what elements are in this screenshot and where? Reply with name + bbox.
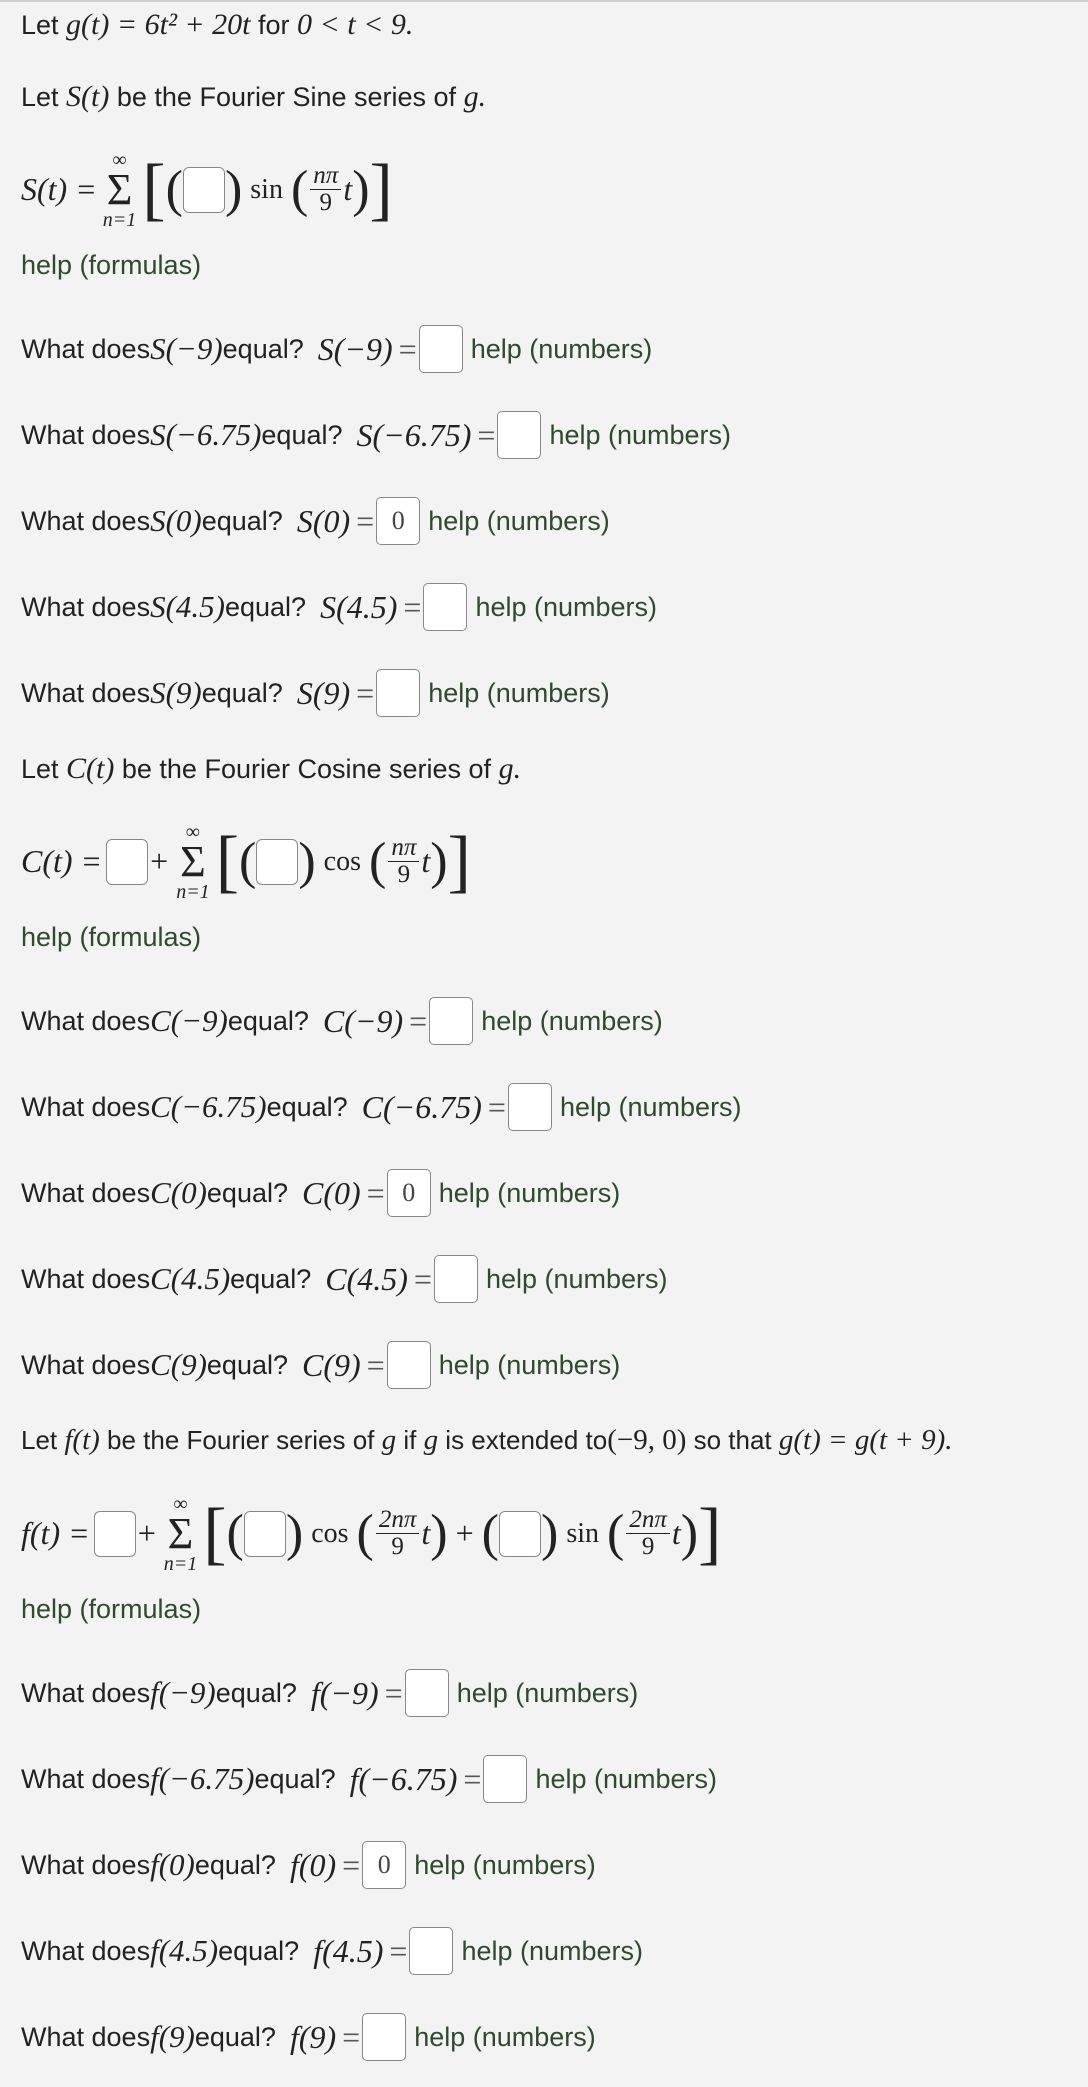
question-expr: f(4.5) bbox=[150, 1933, 219, 1968]
cosine-series-formula: C(t) = + ∞ Σ n=1 [ ( ) cos ( $\frac{n\pi}{9}$ t ) ] bbox=[21, 821, 471, 903]
help-numbers-link[interactable]: help (numbers) bbox=[535, 1763, 718, 1794]
sum-lower: n=1 bbox=[102, 208, 137, 231]
full-intro-if: if bbox=[396, 1425, 424, 1455]
question-text-end: equal? bbox=[201, 505, 283, 536]
equals-sign: = bbox=[366, 1174, 385, 1211]
sine-frac bbox=[310, 163, 341, 217]
question-expr: f(−6.75) bbox=[150, 1761, 255, 1796]
full-help-formulas[interactable] bbox=[21, 1594, 201, 1625]
answer-label: C(4.5) bbox=[325, 1260, 408, 1297]
help-numbers-link[interactable]: help (numbers) bbox=[559, 1091, 742, 1122]
top-border bbox=[0, 0, 1088, 2]
answer-input[interactable]: 0 bbox=[376, 497, 420, 545]
question-row bbox=[21, 495, 610, 547]
frac-den: 9 bbox=[641, 1533, 655, 1561]
question-text: What does bbox=[21, 1091, 151, 1122]
answer-input[interactable]: 0 bbox=[387, 1169, 431, 1217]
answer-input[interactable] bbox=[387, 1341, 431, 1389]
question-text: What does bbox=[21, 1349, 151, 1380]
full-lhs: f(t) = bbox=[21, 1515, 90, 1552]
answer-group bbox=[290, 2013, 596, 2061]
answer-input[interactable] bbox=[405, 1669, 449, 1717]
question-text-end: equal? bbox=[266, 1091, 348, 1122]
help-numbers-link[interactable]: help (numbers) bbox=[428, 677, 610, 708]
question-expr: f(−9) bbox=[150, 1675, 216, 1710]
sine-var: t bbox=[343, 171, 353, 208]
full-series-formula: f(t) = + ∞ Σ n=1 [ ( ) cos ( $\frac{2n\pi}{9}$ t ) + ( ) sin ( $\frac{2n\pi}{9}$ t ) ] bbox=[21, 1493, 722, 1575]
sine-lhs: S(t) = bbox=[21, 171, 97, 208]
answer-input[interactable] bbox=[497, 411, 541, 459]
help-numbers-link[interactable]: help (numbers) bbox=[438, 1177, 621, 1208]
intro-prefix: Let bbox=[21, 10, 67, 40]
cos-a0-input[interactable] bbox=[106, 839, 148, 885]
full-intro bbox=[21, 1424, 953, 1457]
question-text-end: equal? bbox=[215, 1677, 297, 1708]
intro-for: for bbox=[250, 10, 298, 40]
question-expr: S(0) bbox=[150, 503, 202, 538]
cos-var: t bbox=[421, 843, 431, 880]
frac-den: 9 bbox=[319, 189, 333, 217]
question-row bbox=[21, 1339, 620, 1391]
problem-statement bbox=[21, 8, 413, 42]
answer-input[interactable] bbox=[419, 325, 463, 373]
full-frac-2 bbox=[626, 1507, 670, 1561]
answer-label: C(−9) bbox=[322, 1002, 404, 1039]
help-numbers-link[interactable]: help (numbers) bbox=[428, 505, 610, 536]
full-periodic-relation: g(t) = g(t + 9). bbox=[778, 1424, 953, 1456]
equals-sign: = bbox=[356, 502, 375, 539]
help-numbers-link[interactable]: help (numbers) bbox=[438, 1349, 621, 1380]
answer-input[interactable] bbox=[409, 1927, 453, 1975]
question-expr: C(9) bbox=[150, 1347, 207, 1382]
full-var-2: t bbox=[671, 1515, 681, 1552]
question-text: What does bbox=[21, 1005, 151, 1036]
answer-input[interactable] bbox=[508, 1083, 552, 1131]
answer-label: f(9) bbox=[289, 2018, 337, 2055]
sine-bn-input[interactable] bbox=[183, 167, 225, 213]
full-intro-ext: is extended to bbox=[438, 1425, 608, 1455]
full-an-input[interactable] bbox=[244, 1511, 286, 1557]
question-text: What does bbox=[21, 1263, 151, 1294]
answer-group bbox=[297, 669, 610, 717]
equals-sign: = bbox=[413, 1260, 432, 1297]
question-text-end: equal? bbox=[261, 419, 343, 450]
question-text-end: equal? bbox=[230, 1263, 312, 1294]
equals-sign: = bbox=[389, 1932, 408, 1969]
full-interval: (−9, 0) bbox=[607, 1424, 687, 1456]
equals-sign: = bbox=[463, 1760, 482, 1797]
cos-trig: cos bbox=[323, 845, 361, 877]
answer-group bbox=[325, 1255, 667, 1303]
answer-group bbox=[302, 1169, 620, 1217]
question-text-end: equal? bbox=[227, 1005, 309, 1036]
help-numbers-link[interactable]: help (numbers) bbox=[481, 1005, 663, 1036]
full-cos: cos bbox=[311, 1517, 349, 1549]
full-bn-input[interactable] bbox=[499, 1511, 541, 1557]
answer-input[interactable] bbox=[376, 669, 420, 717]
full-intro-prefix: Let bbox=[21, 1425, 65, 1455]
full-intro-g1: g bbox=[381, 1424, 397, 1456]
question-text: What does bbox=[21, 505, 151, 536]
question-text: What does bbox=[21, 1177, 151, 1208]
frac-num: nπ bbox=[310, 163, 341, 190]
question-expr: C(0) bbox=[150, 1175, 207, 1210]
answer-group bbox=[350, 1755, 717, 1803]
answer-input[interactable]: 0 bbox=[362, 1841, 406, 1889]
answer-label: S(0) bbox=[296, 502, 351, 539]
answer-group bbox=[302, 1341, 620, 1389]
answer-input[interactable] bbox=[483, 1755, 527, 1803]
answer-label: f(−6.75) bbox=[349, 1760, 458, 1797]
question-expr: f(0) bbox=[150, 1847, 195, 1882]
question-row bbox=[21, 667, 610, 719]
question-row bbox=[21, 1753, 717, 1805]
sine-intro-suffix: be the Fourier Sine series of bbox=[109, 82, 464, 112]
sum-lower: n=1 bbox=[163, 1552, 198, 1575]
sine-func-name: S(t) bbox=[66, 80, 110, 113]
question-text-end: equal? bbox=[224, 591, 307, 622]
answer-label: S(4.5) bbox=[320, 588, 398, 625]
frac-num: 2nπ bbox=[626, 1507, 670, 1534]
full-intro-mid: be the Fourier series of bbox=[99, 1425, 382, 1455]
question-expr: C(4.5) bbox=[150, 1261, 231, 1296]
frac-num: nπ bbox=[388, 835, 419, 862]
equals-sign: = bbox=[477, 416, 496, 453]
cosine-intro bbox=[21, 752, 521, 786]
equals-sign: = bbox=[356, 674, 375, 711]
equals-sign: = bbox=[409, 1002, 428, 1039]
question-expr: S(4.5) bbox=[150, 589, 225, 624]
sine-help-formulas[interactable] bbox=[21, 250, 201, 281]
cos-intro-g: g. bbox=[498, 752, 522, 785]
frac-den: 9 bbox=[391, 1533, 404, 1561]
sine-series-formula: S(t) = ∞ Σ n=1 [ ( ) sin ( $\frac{n\pi}{9}$ t ) ] bbox=[21, 149, 393, 231]
question-expr: C(−6.75) bbox=[150, 1089, 267, 1124]
answer-label: C(9) bbox=[302, 1346, 361, 1383]
question-expr: S(−6.75) bbox=[150, 417, 262, 452]
question-text: What does bbox=[21, 333, 151, 364]
answer-input[interactable] bbox=[429, 997, 473, 1045]
equals-sign: = bbox=[366, 1346, 385, 1383]
answer-group bbox=[313, 1927, 643, 1975]
question-text-end: equal? bbox=[218, 1935, 300, 1966]
question-row bbox=[21, 1925, 643, 1977]
question-text-end: equal? bbox=[194, 2021, 276, 2052]
help-numbers-link[interactable]: help (numbers) bbox=[485, 1263, 668, 1294]
help-formulas-link[interactable]: help (formulas) bbox=[21, 250, 202, 280]
answer-label: S(−9) bbox=[317, 330, 393, 367]
full-frac-1 bbox=[376, 1507, 420, 1561]
question-row bbox=[21, 1667, 638, 1719]
sine-intro-prefix: Let bbox=[21, 82, 67, 112]
question-expr: S(−9) bbox=[150, 331, 223, 366]
question-text: What does bbox=[21, 1935, 151, 1966]
cos-func-name: C(t) bbox=[66, 752, 115, 785]
sine-intro bbox=[21, 80, 486, 114]
answer-group bbox=[362, 1083, 742, 1131]
question-row bbox=[21, 1081, 742, 1133]
full-a0-input[interactable] bbox=[94, 1511, 136, 1557]
answer-label: C(0) bbox=[302, 1174, 361, 1211]
sine-intro-g: g. bbox=[463, 80, 487, 113]
help-numbers-link[interactable]: help (numbers) bbox=[470, 333, 653, 364]
question-expr: S(9) bbox=[150, 675, 202, 710]
full-intro-so: so that bbox=[686, 1425, 779, 1455]
question-text-end: equal? bbox=[206, 1177, 288, 1208]
sum-symbol: ∞ Σ n=1 bbox=[176, 821, 210, 903]
help-numbers-link[interactable]: help (numbers) bbox=[414, 2021, 596, 2052]
question-text: What does bbox=[21, 677, 151, 708]
question-row bbox=[21, 581, 657, 633]
cos-frac bbox=[388, 835, 419, 889]
answer-label: f(−9) bbox=[310, 1674, 379, 1711]
help-numbers-link[interactable]: help (numbers) bbox=[461, 1935, 644, 1966]
help-formulas-link[interactable]: help (formulas) bbox=[21, 1594, 202, 1624]
g-definition: g(t) = 6t² + 20t bbox=[66, 8, 251, 41]
help-numbers-link[interactable]: help (numbers) bbox=[475, 591, 658, 622]
question-row bbox=[21, 995, 663, 1047]
question-text: What does bbox=[21, 1849, 151, 1880]
cos-intro-suffix: be the Fourier Cosine series of bbox=[114, 754, 499, 784]
answer-group bbox=[297, 497, 610, 545]
answer-group bbox=[323, 997, 663, 1045]
g-domain: 0 < t < 9. bbox=[297, 8, 414, 41]
sum-upper: ∞ bbox=[185, 821, 201, 843]
answer-label: f(0) bbox=[289, 1846, 337, 1883]
answer-label: C(−6.75) bbox=[361, 1088, 482, 1125]
sine-trig: sin bbox=[250, 173, 283, 205]
help-formulas-link[interactable]: help (formulas) bbox=[21, 922, 202, 952]
frac-num: 2nπ bbox=[376, 1507, 420, 1534]
help-numbers-link[interactable]: help (numbers) bbox=[549, 419, 732, 450]
plus-sign: + bbox=[137, 1515, 156, 1552]
question-text: What does bbox=[21, 1677, 151, 1708]
answer-group bbox=[311, 1669, 638, 1717]
full-intro-g2: g bbox=[423, 1424, 439, 1456]
plus-sign: + bbox=[150, 843, 169, 880]
cos-lhs: C(t) = bbox=[21, 843, 103, 880]
answer-label: S(−6.75) bbox=[356, 416, 472, 453]
question-row bbox=[21, 409, 731, 461]
equals-sign: = bbox=[342, 1846, 361, 1883]
answer-input[interactable] bbox=[434, 1255, 478, 1303]
equals-sign: = bbox=[403, 588, 422, 625]
question-text: What does bbox=[21, 419, 151, 450]
answer-input[interactable] bbox=[423, 583, 467, 631]
question-row bbox=[21, 1253, 668, 1305]
question-text: What does bbox=[21, 2021, 151, 2052]
question-text-end: equal? bbox=[194, 1849, 276, 1880]
full-sin: sin bbox=[566, 1517, 599, 1549]
question-expr: C(−9) bbox=[150, 1003, 228, 1038]
question-row bbox=[21, 1167, 620, 1219]
sum-lower: n=1 bbox=[176, 880, 210, 903]
question-text-end: equal? bbox=[206, 1349, 288, 1380]
answer-input[interactable] bbox=[362, 2013, 406, 2061]
question-text-end: equal? bbox=[254, 1763, 336, 1794]
answer-label: S(9) bbox=[296, 674, 351, 711]
answer-group bbox=[320, 583, 657, 631]
equals-sign: = bbox=[398, 330, 417, 367]
cosine-help-formulas[interactable] bbox=[21, 922, 201, 953]
cos-intro-prefix: Let bbox=[21, 754, 67, 784]
sum-upper: ∞ bbox=[112, 149, 127, 171]
equals-sign: = bbox=[342, 2018, 361, 2055]
question-row bbox=[21, 2011, 596, 2063]
frac-den: 9 bbox=[397, 861, 411, 889]
answer-group bbox=[318, 325, 653, 373]
full-var-1: t bbox=[421, 1515, 431, 1552]
help-numbers-link[interactable]: help (numbers) bbox=[456, 1677, 639, 1708]
full-func-name: f(t) bbox=[64, 1424, 100, 1456]
sum-symbol: ∞ Σ n=1 bbox=[163, 1493, 198, 1575]
answer-group bbox=[290, 1841, 596, 1889]
answer-label: f(4.5) bbox=[313, 1932, 384, 1969]
question-row bbox=[21, 1839, 596, 1891]
question-text-end: equal? bbox=[222, 333, 304, 364]
equals-sign: = bbox=[487, 1088, 506, 1125]
question-text: What does bbox=[21, 591, 151, 622]
help-numbers-link[interactable]: help (numbers) bbox=[414, 1849, 596, 1880]
question-text-end: equal? bbox=[201, 677, 283, 708]
cos-an-input[interactable] bbox=[256, 839, 298, 885]
equals-sign: = bbox=[384, 1674, 403, 1711]
answer-group bbox=[357, 411, 732, 459]
question-text: What does bbox=[21, 1763, 151, 1794]
plus-sign-2: + bbox=[455, 1515, 474, 1552]
sum-symbol: ∞ Σ n=1 bbox=[102, 149, 137, 231]
question-row bbox=[21, 323, 652, 375]
question-expr: f(9) bbox=[150, 2019, 195, 2054]
sum-upper: ∞ bbox=[173, 1493, 188, 1515]
